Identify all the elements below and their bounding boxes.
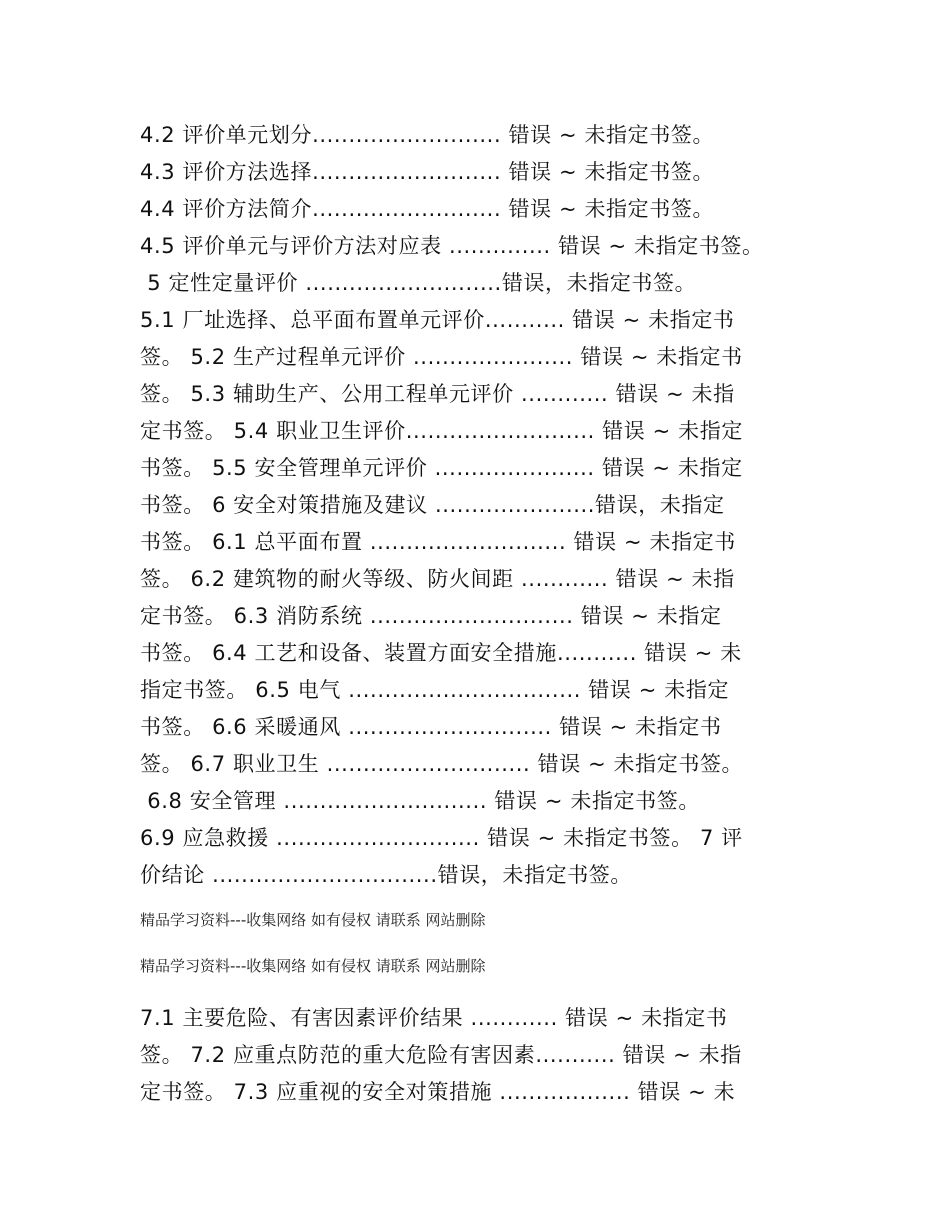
toc-line: 5 定性定量评价 ...........................错误，未指定书签。: [140, 271, 697, 295]
toc-line: 签。 5.3 辅助生产、公用工程单元评价 ............ 错误 ~ 未指: [140, 382, 735, 406]
footer-note: 精品学习资料---收集网络 如有侵权 请联系 网站删除: [140, 911, 486, 929]
toc-line: 4.5 评价单元与评价方法对应表 .............. 错误 ~ 未指定书签。: [140, 234, 764, 258]
toc-line: 签。 6.7 职业卫生 ............................ 错误 ~ 未指定书签。: [140, 752, 744, 776]
toc-line: 签。 7.2 应重点防范的重大危险有害因素........... 错误 ~ 未指: [140, 1043, 742, 1067]
toc-line: 定书签。 7.3 应重视的安全对策措施 .................. 错误 ~ 未: [140, 1080, 736, 1104]
toc-line: 7.1 主要危险、有害因素评价结果 ............ 错误 ~ 未指定书: [140, 1006, 728, 1030]
toc-line: 签。 6.2 建筑物的耐火等级、防火间距 ............ 错误 ~ 未指: [140, 567, 735, 591]
toc-line: 价结论 ...............................错误，未指定书签。: [140, 863, 633, 887]
toc-line: 定书签。 5.4 职业卫生评价.......................... 错误 ~ 未指定: [140, 419, 743, 443]
footer-note: 精品学习资料---收集网络 如有侵权 请联系 网站删除: [140, 957, 486, 975]
toc-line: 定书签。 6.3 消防系统 ............................ 错误 ~ 未指定: [140, 604, 722, 628]
toc-line: 书签。 6.1 总平面布置 ........................... 错误 ~ 未指定书: [140, 530, 736, 554]
toc-line: 4.2 评价单元划分.......................... 错误 ~ 未指定书签。: [140, 123, 715, 147]
toc-line: 4.3 评价方法选择.......................... 错误 ~ 未指定书签。: [140, 160, 715, 184]
toc-line: 书签。 6 安全对策措施及建议 ......................错误，未指定: [140, 493, 725, 517]
toc-line: 6.8 安全管理 ............................ 错误 ~ 未指定书签。: [140, 789, 700, 813]
toc-line: 书签。 5.5 安全管理单元评价 ...................... 错误 ~ 未指定: [140, 456, 743, 480]
toc-line: 签。 5.2 生产过程单元评价 ...................... 错误 ~ 未指定书: [140, 345, 743, 369]
toc-line: 4.4 评价方法简介.......................... 错误 ~ 未指定书签。: [140, 197, 715, 221]
toc-line: 书签。 6.4 工艺和设备、装置方面安全措施........... 错误 ~ 未: [140, 641, 742, 665]
toc-line: 6.9 应急救援 ............................ 错误 ~ 未指定书签。 7 评: [140, 826, 743, 850]
toc-line: 5.1 厂址选择、总平面布置单元评价........... 错误 ~ 未指定书: [140, 308, 735, 332]
toc-line: 指定书签。 6.5 电气 ................................ 错误 ~ 未指定: [140, 678, 730, 702]
toc-line: 书签。 6.6 采暖通风 ............................ 错误 ~ 未指定书: [140, 715, 722, 739]
